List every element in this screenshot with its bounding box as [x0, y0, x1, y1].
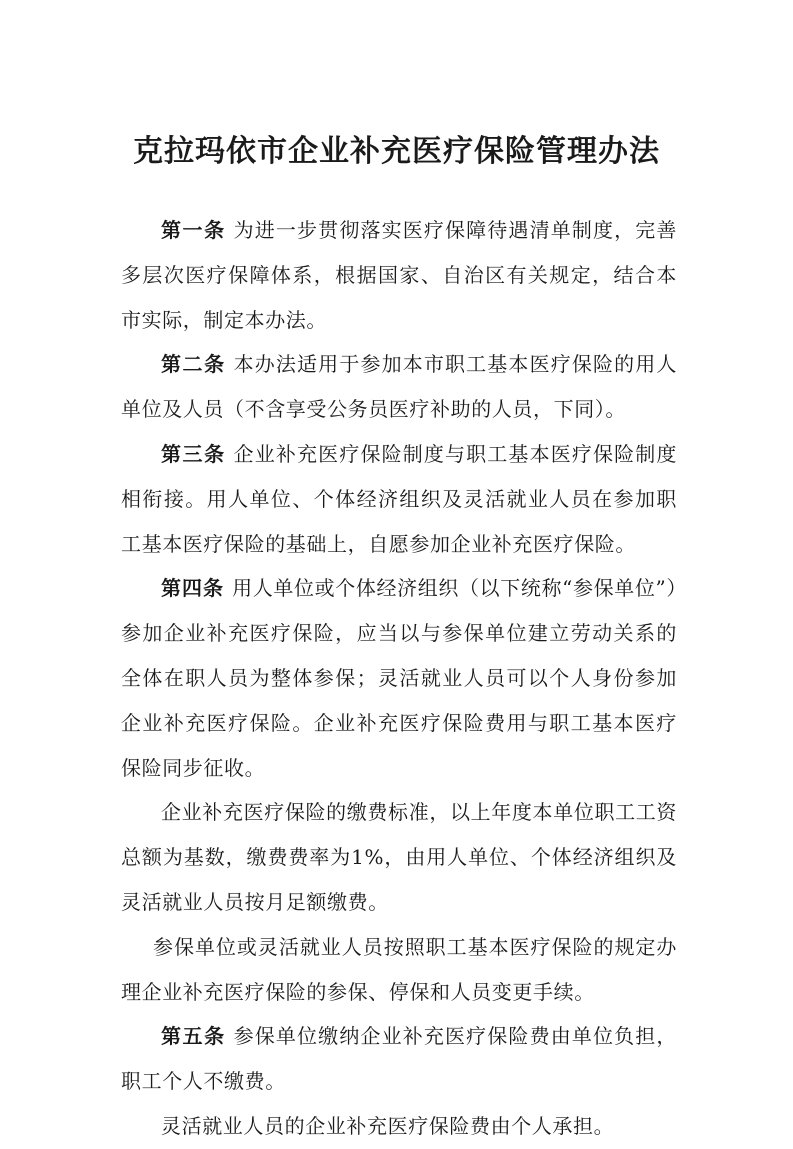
paragraph-7: [121, 1014, 677, 1104]
paragraph-text: 企业补充医疗保险的缴费标准，以上年度本单位职工工资总额为基数，缴费费率为1%，由用人单位、个体经济组织及灵活就业人员按月足额缴费。: [121, 800, 677, 914]
article-label: 第三条: [161, 441, 226, 466]
paragraph-8: [121, 1104, 677, 1149]
document-title: 克拉玛依市企业补充医疗保险管理办法: [133, 134, 660, 169]
paragraph-2: [121, 342, 677, 432]
paragraph-3: [121, 432, 677, 566]
paragraph-text: 参保单位缴纳企业补充医疗保险费由单位负担，职工个人不缴费。: [121, 1024, 677, 1094]
document-body: [121, 208, 677, 1149]
article-label: 第一条: [161, 218, 226, 242]
paragraph-6: [121, 925, 677, 1015]
paragraph-5: [121, 790, 677, 924]
paragraph-text: 本办法适用于参加本市职工基本医疗保险的用人单位及人员（不含享受公务员医疗补助的人员，下同）。: [121, 352, 677, 422]
article-label: 第二条: [161, 352, 226, 377]
paragraph-text: 参保单位或灵活就业人员按照职工基本医疗保险的规定办理企业补充医疗保险的参保、停保和人员变更手续。: [121, 934, 677, 1004]
paragraph-text: 为进一步贯彻落实医疗保障待遇清单制度，完善多层次医疗保障体系，根据国家、自治区有关规定，结合本市实际，制定本办法。: [121, 218, 677, 332]
article-label: 第五条: [161, 1024, 226, 1049]
paragraph-text: 灵活就业人员的企业补充医疗保险费由个人承担。: [161, 1113, 615, 1138]
article-label: 第四条: [161, 576, 225, 601]
paragraph-text: 企业补充医疗保险制度与职工基本医疗保险制度相衔接。用人单位、个体经济组织及灵活就业人员在参加职工基本医疗保险的基础上，自愿参加企业补充医疗保险。: [121, 441, 677, 556]
paragraph-text: 用人单位或个体经济组织（以下统称“参保单位”）参加企业补充医疗保险，应当以与参保单位建立劳动关系的全体在职人员为整体参保；灵活就业人员可以个人身份参加企业补充医疗保险。企业补充医疗保险费用与职工基本医疗保险同步征收。: [121, 576, 678, 780]
paragraph-4: [121, 566, 677, 790]
paragraph-1: [121, 208, 677, 342]
